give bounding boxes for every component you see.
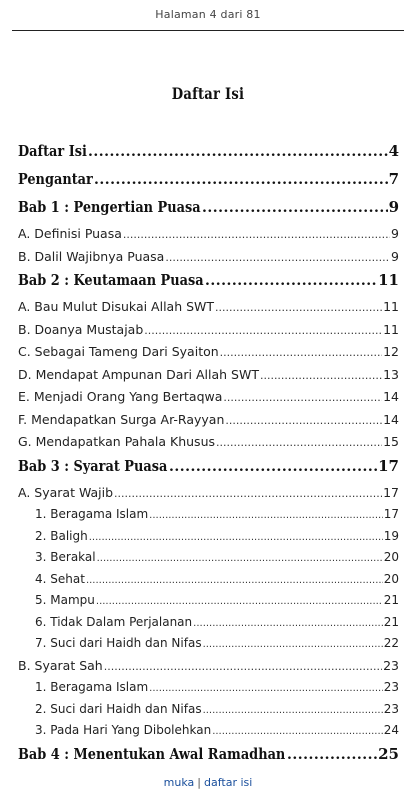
toc-entry[interactable] bbox=[18, 457, 399, 485]
toc-leader-dots bbox=[169, 459, 377, 475]
toc-entry-label: B. Doanya Mustajab bbox=[18, 321, 144, 337]
toc-leader-dots bbox=[205, 273, 377, 289]
toc-entry-label: B. Syarat Sah bbox=[18, 657, 103, 673]
toc-entry[interactable] bbox=[18, 142, 399, 170]
toc-entry-label: A. Bau Mulut Disukai Allah SWT bbox=[18, 299, 215, 314]
toc-page-number: 25 bbox=[378, 744, 399, 763]
toc-page-number: 4 bbox=[388, 142, 399, 160]
footer-nav bbox=[0, 776, 416, 789]
toc-entry-label bbox=[18, 457, 168, 475]
toc-entry[interactable] bbox=[18, 723, 399, 745]
toc-entry[interactable] bbox=[18, 529, 399, 551]
toc-leader-dots bbox=[94, 172, 388, 188]
toc-entry-label: E. Menjadi Orang Yang Bertaqwa bbox=[18, 389, 223, 404]
toc-page-number: 14 bbox=[383, 389, 399, 404]
toc-leader-dots bbox=[96, 596, 383, 607]
toc-page-number: 17 bbox=[383, 507, 399, 521]
toc-page-number: 9 bbox=[391, 226, 399, 241]
toc-entry-label bbox=[18, 271, 204, 289]
toc-entry[interactable] bbox=[18, 550, 399, 572]
toc-page-number: 11 bbox=[378, 271, 399, 289]
toc-leader-dots bbox=[223, 391, 382, 404]
toc-entry-label-text: Bab 3 : Syarat Puasa bbox=[18, 456, 168, 475]
toc-entry[interactable] bbox=[18, 344, 399, 367]
toc-entry-label-text: Bab 4 : Menentukan Awal Ramadhan bbox=[18, 744, 286, 763]
toc-entry-label: B. Dalil Wajibnya Puasa bbox=[18, 248, 165, 264]
toc-entry[interactable] bbox=[18, 572, 399, 594]
toc-entry-label-text: Pengantar bbox=[18, 170, 93, 188]
toc-page-number: 9 bbox=[388, 198, 399, 216]
toc-leader-dots bbox=[202, 200, 388, 216]
toc-page-number: 20 bbox=[383, 571, 399, 586]
toc-leader-dots bbox=[220, 346, 382, 359]
toc-entry-label: A. Definisi Puasa bbox=[18, 226, 122, 241]
toc-leader-dots bbox=[88, 144, 388, 160]
toc-leader-dots bbox=[89, 532, 383, 543]
toc-entry-label: F. Mendapatkan Surga Ar-Rayyan bbox=[18, 411, 225, 427]
toc-leader-dots bbox=[287, 747, 377, 763]
toc-entry[interactable] bbox=[18, 658, 399, 681]
toc-leader-dots bbox=[149, 683, 383, 694]
toc-page-number: 21 bbox=[383, 614, 399, 629]
toc-entry[interactable] bbox=[18, 434, 399, 457]
toc-page-number: 23 bbox=[383, 701, 399, 716]
toc-leader-dots bbox=[215, 301, 382, 314]
toc-page-number: 19 bbox=[383, 528, 399, 543]
toc-leader-dots bbox=[203, 705, 383, 716]
toc-entry[interactable] bbox=[18, 322, 399, 345]
toc-leader-dots bbox=[86, 575, 383, 586]
toc-entry[interactable] bbox=[18, 636, 399, 658]
toc-entry-label: 2. Suci dari Haidh dan Nifas bbox=[35, 701, 202, 716]
toc-entry[interactable] bbox=[18, 680, 399, 702]
toc-leader-dots bbox=[216, 436, 382, 449]
toc-entry[interactable] bbox=[18, 412, 399, 435]
toc-page-number: 11 bbox=[383, 299, 399, 314]
toc-entry-label: 1. Beragama Islam bbox=[35, 507, 149, 521]
toc-entry[interactable] bbox=[18, 198, 399, 226]
toc-title: Daftar Isi bbox=[171, 84, 245, 103]
toc-leader-dots bbox=[165, 251, 390, 264]
toc-entry-label: 7. Suci dari Haidh dan Nifas bbox=[35, 636, 202, 650]
toc-leader-dots bbox=[144, 324, 382, 337]
toc-entry-label bbox=[18, 198, 201, 216]
toc-leader-dots bbox=[104, 660, 382, 673]
home-link[interactable]: muka bbox=[163, 776, 195, 789]
toc-page-number: 23 bbox=[383, 657, 399, 673]
toc-entry-label: 3. Pada Hari Yang Dibolehkan bbox=[35, 723, 212, 737]
toc-page-number: 12 bbox=[383, 344, 399, 359]
toc-leader-dots bbox=[114, 487, 382, 500]
toc-leader-dots bbox=[193, 618, 383, 629]
toc-page-number: 22 bbox=[383, 636, 399, 650]
toc-page-number: 15 bbox=[383, 434, 399, 449]
toc-page-number: 17 bbox=[383, 484, 399, 500]
toc-entry[interactable] bbox=[18, 485, 399, 508]
toc-page-number: 11 bbox=[383, 321, 399, 337]
toc-page-number: 14 bbox=[383, 411, 399, 427]
toc-page-number: 20 bbox=[383, 550, 399, 564]
toc-leader-dots bbox=[149, 510, 383, 521]
toc-leader-dots bbox=[203, 639, 383, 650]
toc-entry-label: 1. Beragama Islam bbox=[35, 680, 149, 694]
toc-entry-label bbox=[18, 170, 93, 188]
toc-entry[interactable] bbox=[18, 170, 399, 198]
toc-entry-label: A. Syarat Wajib bbox=[18, 484, 114, 500]
toc-entry-label: 6. Tidak Dalam Perjalanan bbox=[35, 614, 193, 629]
toc-entry[interactable] bbox=[18, 615, 399, 637]
toc-entry-label bbox=[18, 745, 286, 763]
toc-entry-label: 5. Mampu bbox=[35, 593, 95, 607]
toc-entry-label: 2. Baligh bbox=[35, 528, 88, 543]
toc-page-number: 24 bbox=[383, 723, 399, 737]
toc-entry[interactable] bbox=[18, 299, 399, 322]
toc-leader-dots bbox=[260, 369, 382, 382]
toc-entry-label-text: Daftar Isi bbox=[18, 142, 87, 160]
toc-page-number: 17 bbox=[378, 456, 399, 475]
toc-link[interactable]: daftar isi bbox=[204, 776, 253, 789]
header-divider bbox=[12, 30, 404, 31]
toc-entry[interactable] bbox=[18, 226, 399, 249]
toc-entry[interactable] bbox=[18, 745, 399, 773]
toc-entry[interactable] bbox=[18, 271, 399, 299]
footer-separator: | bbox=[197, 776, 201, 789]
toc-entry-label: C. Sebagai Tameng Dari Syaiton bbox=[18, 344, 219, 359]
toc-page-number: 13 bbox=[383, 366, 399, 382]
toc-page-number: 21 bbox=[383, 593, 399, 607]
toc-entry-label: 3. Berakal bbox=[35, 550, 96, 564]
toc-entry[interactable] bbox=[18, 702, 399, 724]
toc-leader-dots bbox=[123, 228, 390, 241]
toc-page-number: 23 bbox=[383, 680, 399, 694]
toc-leader-dots bbox=[97, 553, 383, 564]
toc-entry[interactable] bbox=[18, 389, 399, 412]
toc-entry-label: 4. Sehat bbox=[35, 571, 85, 586]
toc-entry-label: G. Mendapatkan Pahala Khusus bbox=[18, 434, 216, 449]
toc-entry[interactable] bbox=[18, 249, 399, 272]
page-indicator: Halaman 4 dari 81 bbox=[155, 8, 261, 21]
table-of-contents bbox=[18, 142, 399, 773]
toc-leader-dots bbox=[212, 726, 383, 737]
toc-page-number: 9 bbox=[391, 248, 399, 264]
toc-entry[interactable] bbox=[18, 507, 399, 529]
toc-leader-dots bbox=[225, 414, 382, 427]
toc-entry-label bbox=[18, 142, 87, 160]
toc-page-number: 7 bbox=[388, 170, 399, 188]
toc-entry[interactable] bbox=[18, 593, 399, 615]
toc-entry-label: D. Mendapat Ampunan Dari Allah SWT bbox=[18, 366, 259, 382]
toc-entry[interactable] bbox=[18, 367, 399, 390]
toc-entry-label-text: Bab 1 : Pengertian Puasa bbox=[18, 198, 201, 216]
toc-entry-label-text: Bab 2 : Keutamaan Puasa bbox=[18, 271, 204, 289]
